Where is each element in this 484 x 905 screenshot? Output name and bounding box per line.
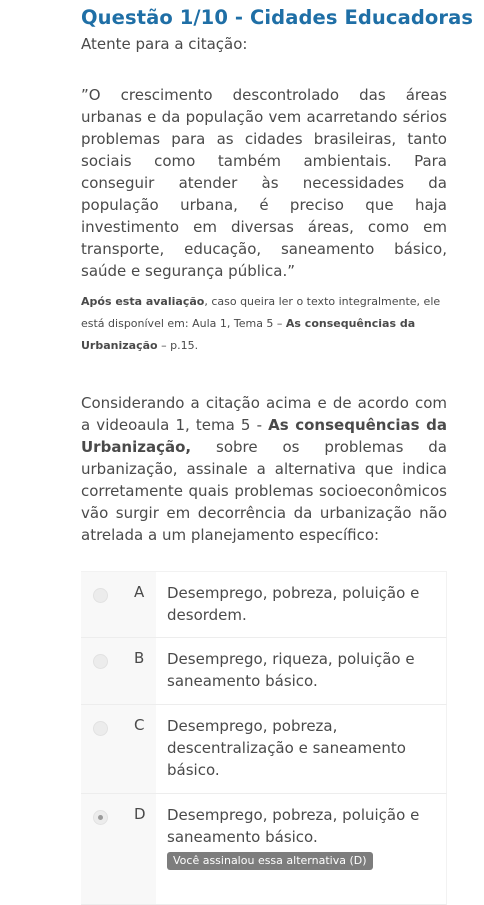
source-suffix: – p.15.: [157, 339, 199, 352]
source-middle: , caso queira ler o texto integralmente, ele está disponível em: Aula 1, Tema 5 –: [81, 295, 441, 330]
option-letter-b: B: [134, 649, 145, 667]
option-c-selector: [81, 705, 156, 793]
source-bold-prefix: Após esta avaliação: [81, 295, 205, 308]
option-letter-d: D: [134, 805, 146, 823]
option-d-content[interactable]: [156, 794, 446, 904]
radio-button-a[interactable]: [93, 588, 108, 603]
question-intro: Atente para a citação:: [81, 35, 248, 53]
question-content: [81, 0, 474, 867]
option-b[interactable]: [81, 638, 447, 705]
source-note: [81, 291, 447, 357]
option-d[interactable]: [81, 794, 447, 905]
option-c[interactable]: [81, 705, 447, 794]
option-a-text[interactable]: Desemprego, pobreza, poluição e desordem.: [167, 584, 420, 624]
question-title: Questão 1/10 - Cidades Educadoras: [81, 6, 474, 29]
answer-options: [81, 571, 447, 905]
source-bold-ref: As consequências da Urbanização: [81, 317, 416, 352]
option-b-selector: [81, 638, 156, 704]
option-d-selector: [81, 794, 156, 904]
option-b-text[interactable]: Desemprego, riqueza, poluição e saneamento básico.: [167, 650, 415, 690]
option-c-text[interactable]: Desemprego, pobreza, descentralização e saneamento básico.: [167, 717, 406, 779]
radio-button-c[interactable]: [93, 721, 108, 736]
option-letter-a: A: [134, 583, 145, 601]
option-d-text: Desemprego, pobreza, poluição e saneamento básico.: [167, 806, 420, 846]
question-part1: Considerando a citação acima e de acordo com a videoaula 1, tema 5 -: [81, 394, 447, 434]
option-a-selector: [81, 572, 156, 637]
option-letter-c: C: [134, 716, 145, 734]
question-part2: sobre os problemas da urbanização, assinale a alternativa que indica corretamente quais problemas socioeconômicos vão surgir em decorrência da urbanização não atrelada a um planejamento específico:: [81, 438, 447, 544]
radio-button-b[interactable]: [93, 654, 108, 669]
question-bold: As consequências da Urbanização,: [81, 416, 447, 456]
quotation-text: ”O crescimento descontrolado das áreas urbanas e da população vem acarretando sérios problemas para as cidades brasileiras, tanto sociais como também ambientais. Para conseguir atender às necessidades da população urbana, é preciso que haja investimento em diversas áreas, como em transporte, educação, saneamento básico, saúde e segurança pública.”: [81, 86, 447, 280]
selected-answer-badge: Você assinalou essa alternativa (D): [167, 852, 373, 870]
option-a[interactable]: [81, 572, 447, 638]
question-statement: [81, 392, 447, 546]
radio-button-d[interactable]: [93, 810, 108, 825]
